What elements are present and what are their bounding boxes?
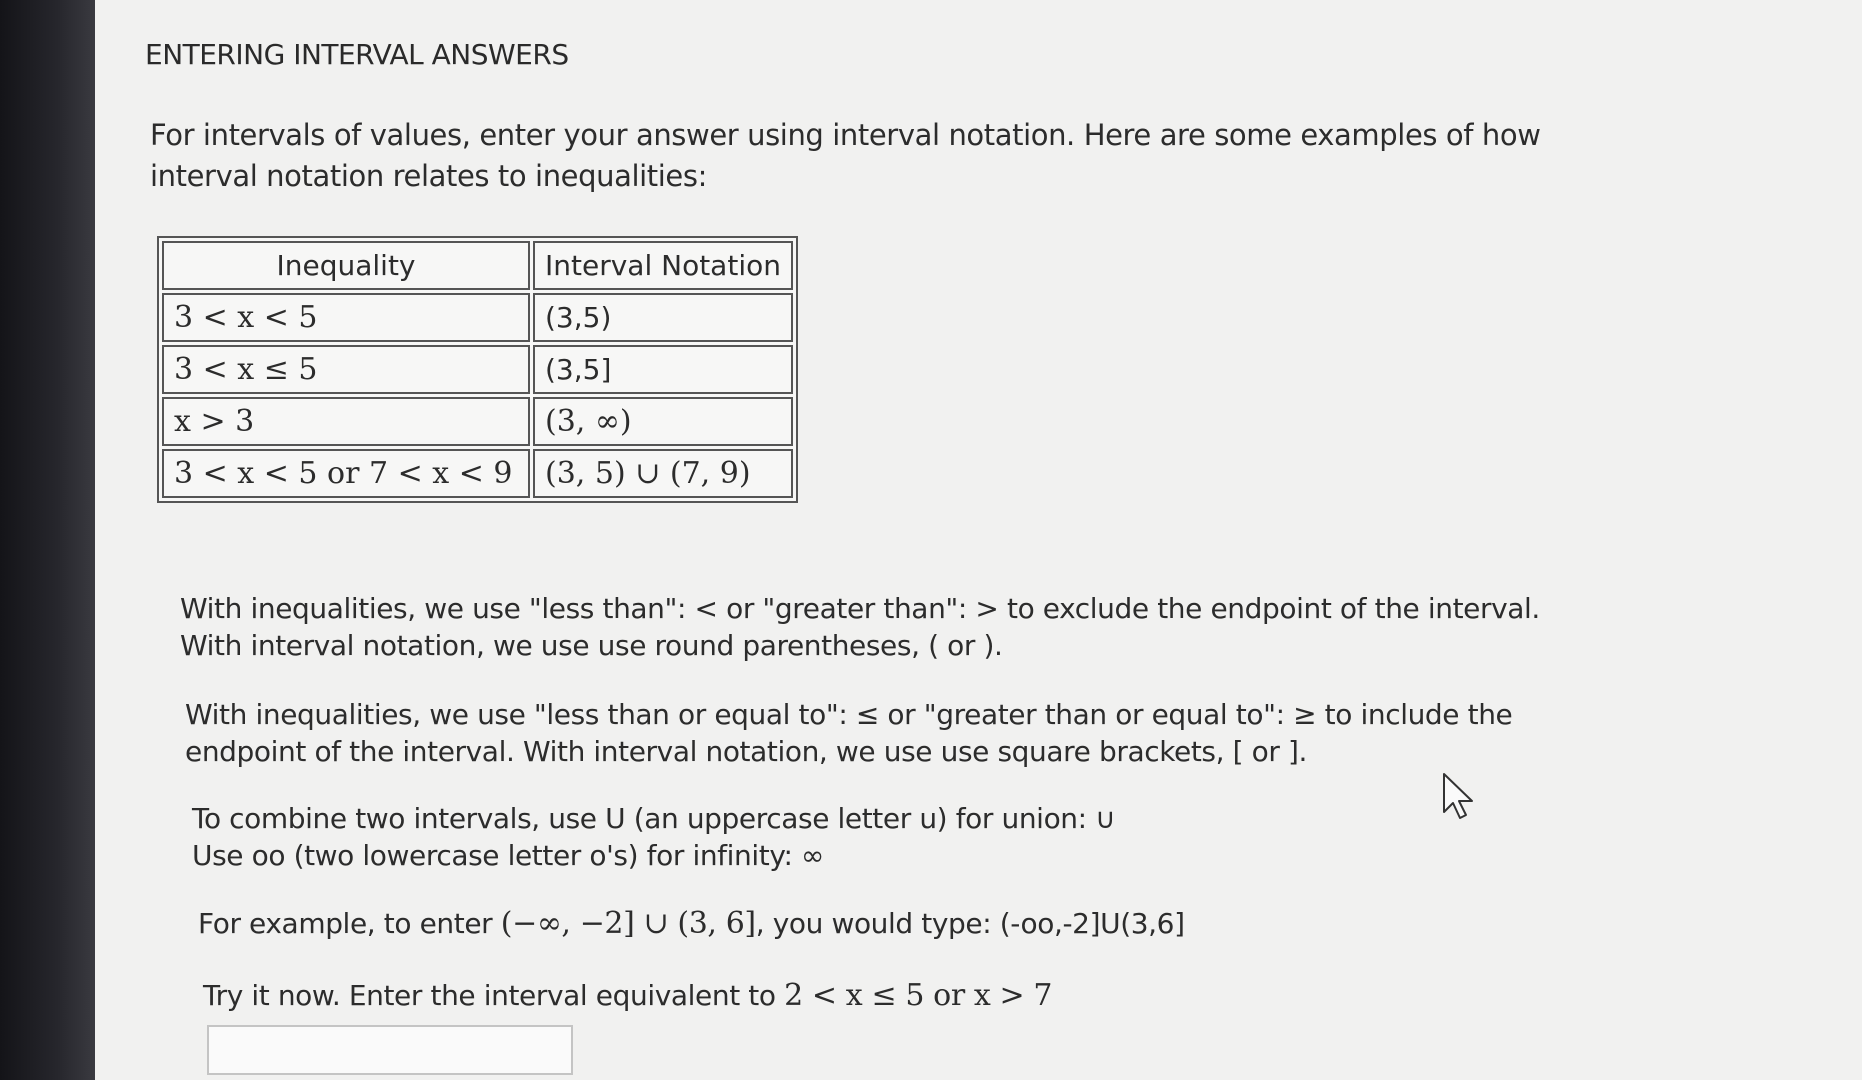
interval-cell: (3,5] <box>533 345 793 394</box>
intro-text: For intervals of values, enter your answer using interval notation. Here are some examples of how interval notation relates to inequalities: <box>150 118 1541 193</box>
interval-cell: (3,5) <box>533 293 793 342</box>
table-row <box>162 345 793 394</box>
union-line: To combine two intervals, use U (an uppercase letter u) for union: ∪ <box>192 802 1116 835</box>
column-header-inequality: Inequality <box>162 241 530 290</box>
mouse-cursor-icon <box>1440 772 1480 820</box>
try-prefix: Try it now. Enter the interval equivalent to <box>203 979 776 1012</box>
include-line-1: With inequalities, we use "less than or equal to": ≤ or "greater than or equal to": ≥ to include the <box>185 698 1513 731</box>
interval-cell: (3, 5) ∪ (7, 9) <box>533 449 793 498</box>
include-endpoint-text <box>185 696 1512 770</box>
example-text <box>198 905 1185 942</box>
inequality-cell: x > 3 <box>162 397 530 446</box>
infinity-line: Use oo (two lowercase letter o's) for infinity: ∞ <box>192 839 824 872</box>
inequality-cell: 3 < x < 5 <box>162 293 530 342</box>
example-prefix: For example, to enter <box>198 907 493 940</box>
exclude-line-2: With interval notation, we use use round parentheses, ( or ). <box>180 629 1003 662</box>
page <box>95 0 1862 1080</box>
example-math: (−∞, −2] ∪ (3, 6] <box>500 906 756 941</box>
examples-table <box>157 236 798 503</box>
table-row <box>162 449 793 498</box>
table-row <box>162 397 793 446</box>
try-it-prompt <box>203 977 1052 1014</box>
monitor-bezel <box>0 0 95 1080</box>
union-infinity-text <box>192 800 1115 874</box>
try-math: 2 < x ≤ 5 or x > 7 <box>784 978 1053 1013</box>
interval-cell: (3, ∞) <box>533 397 793 446</box>
column-header-interval: Interval Notation <box>533 241 793 290</box>
exclude-line-1: With inequalities, we use "less than": < or "greater than": > to exclude the endpoint of the interval. <box>180 592 1540 625</box>
inequality-cell: 3 < x ≤ 5 <box>162 345 530 394</box>
table-row <box>162 293 793 342</box>
include-line-2: endpoint of the interval. With interval notation, we use use square brackets, [ or ]. <box>185 735 1307 768</box>
inequality-cell: 3 < x < 5 or 7 < x < 9 <box>162 449 530 498</box>
exclude-endpoint-text <box>180 590 1540 664</box>
page-title: ENTERING INTERVAL ANSWERS <box>145 38 569 71</box>
table-header-row <box>162 241 793 290</box>
example-suffix: , you would type: (-oo,-2]U(3,6] <box>755 907 1185 940</box>
answer-input[interactable] <box>207 1025 573 1075</box>
